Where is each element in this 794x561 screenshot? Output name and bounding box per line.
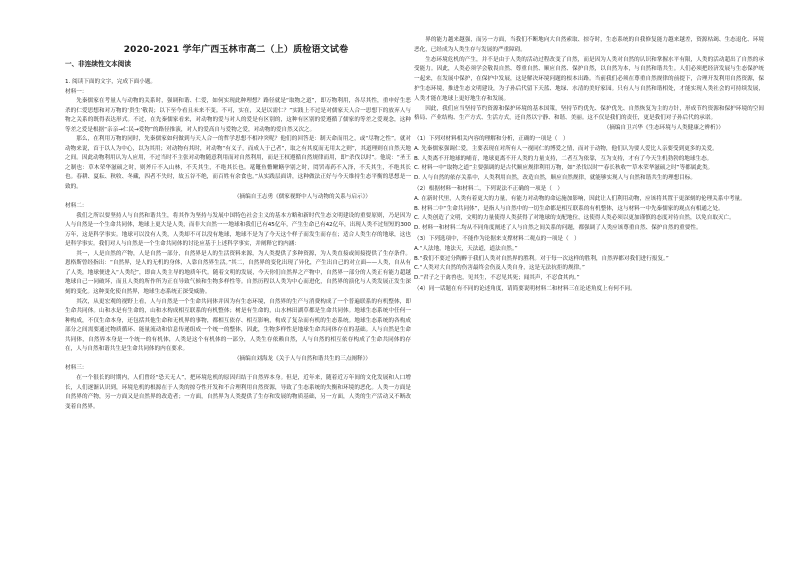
question-option: B. 人类离不开地球的哺育，地球更离不开人类的力量支持，二者互为依靠，互为支持，才有了今天生机勃勃的地球生态。 xyxy=(414,155,713,162)
section-heading: 一、非连续性文本阅读 xyxy=(65,60,131,68)
question-option: D. 人与自然的依存关系中，人类利用自然，改造自然，顺应自然规律，就能够实现人与自然和谐共生的理想目标。 xyxy=(414,175,696,182)
question-option: C. 材料一中“取物之道”主要强调的是古代顺应规律利用万物，如“杀伐以时”“春长秋收”“草木荣华滋硕之时”等都属此类。 xyxy=(414,165,714,172)
reading-instruction: 1. 阅读下面的文字，完成下面小题。 xyxy=(65,79,157,85)
question-option: A. 先秦儒家强调仁爱，主要表现在对所有人一视同仁的博爱之情，而对于动物，他们认为要人爱比人亲要受到更多的关爱。 xyxy=(414,145,718,152)
material1-label: 材料一： xyxy=(65,88,88,95)
material2-paragraph: 其一，人是自然的产物，人是自然一部分，自然界是人的生活资料来源，为人类提供了多种资源，为人类直接或间接提供了生存条件。恩格斯曾经指出：“自然界，是人的无机的身体，人靠自然界生活。”其二，自然界的变化出现了异化，产生出自己的对立面——人类，自从有了人类，地球便进入“人类纪”，即由人类主导的地质年代。随着文明的发展，今天你们自然界之产物中，自然界一部分的人类正有能力超越地球自己一同破坏，而且人类的所作所为正在导致气候和生物多样性等。自然历程以人类为中心而进化，自然界的演化与人类发展正发生深刻的变化。这种变化使自然界，地球生态系统正深受威胁。 xyxy=(65,250,411,296)
question-option: C.“人类对大自然的伤害最终会伤及人类自身，这是无法抗拒的规律。” xyxy=(414,265,585,272)
material3-paragraph: 因此，我们应当坚持节约资源和保护环境的基本国策，坚持节约优先、保护优先、自然恢复为主的方针，形成节约资源和保护环境的空间格局、产业结构、生产方式、生活方式，还自然以宁静、和谐、美丽。这不仅是我们的责任，更是我们对子孙后代的承诺。 xyxy=(414,105,764,122)
exam-title: 2020-2021 学年广西玉林市高二（上）质检语文试卷 xyxy=(123,45,349,55)
material1-source: （摘编自王志勇《儒家视野中人与动物的关系与启示》） xyxy=(233,193,371,200)
material3-paragraph: 界的能力越来越强，而另一方面，当我们不断地向大自然索取、掠夺时，生态系统的自我修复能力越来越差，资源枯竭、生态退化、环境恶化，已经成为人类生存与发展的严重障碍。 xyxy=(414,37,764,53)
question-stem: （1）下列对材料相关内容的理解和分析，正确的一项是（ ） xyxy=(414,135,569,142)
question-stem: （2）根据材料一和材料二，下列说法不正确的一项是（ ） xyxy=(414,185,563,192)
question-option: A.“人法地，地法天，天法道，道法自然。” xyxy=(414,245,518,252)
left-column xyxy=(65,78,411,412)
right-column xyxy=(414,36,764,295)
material2-label: 材料二： xyxy=(65,203,88,210)
question-stem: （3）下列选项中，不能作为论据来支撑材料二观点的一项是（ ） xyxy=(414,235,580,242)
material3-paragraph: 生态环境危机的产生，并不是由于人类的活动过程改变了自然，而是因为人类对自然的认识和掌握水平有限，人类的活动超出了自然的承受能力。因此，人类必须学会敬畏自然、尊重自然、顺应自然、保护自然，以自然为本，与自然和谐共生。人们必须把经济发展与生态保护统一起来，在发展中保护，在保护中发展，这是解决环境问题的根本出路。当前我们必须在尊重自然规律的前提下，合理开发利用自然资源，保护生态环境，推进生态文明建设，为子孙后代留下天蓝、地绿、水清的美好家园。只有人与自然和谐相处，才能实现人类社会的可持续发展，人类才能在地球上更好地生存和发展。 xyxy=(414,56,764,102)
question-option: A. 在新时代里，人类有着更大的力量，有能力对动物的命运施加影响，因此让人们利用动物，应该将其置于更深刻的伦理关系中考量。 xyxy=(414,195,746,202)
material3-label: 材料三： xyxy=(65,365,88,372)
question-option: D. 材料一和材料二均从不同角度阐述了人与自然之间关系的问题，都强调了人类应该尊重自然、保护自然的重要性。 xyxy=(414,225,702,232)
question-option: B. 材料二中“生命共同体”，是指人与自然中的一切生命都是相互联系的有机整体，这与材料一中先秦儒家的观点有相通之处。 xyxy=(414,205,724,212)
question-option: D.“君子之于禽兽也，见其生，不忍见其死；闻其声，不忍食其肉。” xyxy=(414,275,580,282)
question-stem: （4）同一话题在有不同的论述角度，请简要说明材料二和材料三在论述角度上有何不同。 xyxy=(414,285,636,292)
material1-paragraph: 那么，在利用万物的同时，先秦儒家如何做到与天人合一的哲学思想不相冲突呢？他们的回答是：制天命而用之，或“尽物之性”。就对动物来说，首于以人为中心，以为其用；对动物有其时，对动物“有义子，而成人于己者”，取之有其度而无用太之则”，其道理则在自然天地之间。因此动物利用认为人应用，不过当时不主张对动物随意利用而对自然利用，而是王权遵循自然规律而用，即“杀伐以时”。他说：“圣王之制也：草木荣华滋硕之时，则斧斤不入山林，不夭其生，不绝其长也。鼋鼍鱼鳖鳅鳝孕别之时，罔罟毒药不入泽，不夭其生，不绝其长也。春耕、夏耘、秋收、冬藏，四者不失时，故五谷不绝，而百姓有余食也。”从实践层面讲，这种做法正好与今天维持生态平衡的思想是一致的。 xyxy=(65,136,411,191)
material3-source: （摘编自卫兴华《生态环境与人类健康之辨析》） xyxy=(603,125,724,132)
question-option: B.“我们不要过分陶醉于我们人类对自然界的胜利。对于每一次这样的胜利，自然界都对我们进行报复。” xyxy=(414,255,669,262)
material1-paragraph: 先秦儒家在考量人与动物的关系时，强调和谐、仁爱，如何实现此种理想？路径就是“取物之道”，即万物利用，各尽其性，重申好生恶杀的仁爱思想和对万物的‘贵生’敬畏；以下至今看且未来不变。不可，实在，又是以需仁？”实践上不过是对儒家天人合一思想下的放弃人与物之关系的既得表达形式。不过，在先秦儒家看来，对动物的爱与对人的爱是有区别的，这种有区别的爱遵循了儒家的等差之爱观念，这种等差之爱是根据“亲亲→仁民→爱物”的路径推演，对人的爱高自与爱物之爱，对动物的爱自然又次之。 xyxy=(65,98,411,133)
question-option: C. 人类创造了文明，文明的力量使得人类获得了对地球的支配地位，这使得人类必须以更加谨慎的态度对待自然，以免自取灭亡。 xyxy=(414,215,735,222)
material3-paragraph: 在一个很长的时期内，人们曾经“恐天无人”，把环境危机的原因归结于自然界本身。但是，近年来，随着近万年间的文化发展和人口增长，人们逐渐认识到，环境危机的根源在于人类的掠夺性开发和不合理利用自然资源，导致了生态系统的失衡和环境的恶化。人类一方面是自然界的产物，另一方面又是自然界的改造者；一方面，自然界为人类提供了生存和发展的物质基础，另一方面，人类的生产活动又不断改变着自然界。 xyxy=(65,374,411,410)
material2-paragraph: 其次，从更宏观的视野上看，人与自然是一个生命共同体并因为有生态环境，自然界的生产与消费构成了一个普遍联系的有机整体，即生命共同体。山和水是有生命的，山和水构成相互联系的有机整体；树是有生命的，山水林田湖草都是生命共同体。地球生态系统中任何一种构成，不仅生命本身，还包括其他生命和无机界的事物，都相互依存、相互影响，构成了复杂而有机的生态系统。地球生态系统的各构成部分之间需要通过物质循环、能量流动和信息传递组成一个统一的整体，因此，生物多样性是地球生命共同体存在的基础。人与自然是生命共同体，自然界本身是一个统一的有机体，人类是这个有机体的一部分，人类生存依赖自然，人与自然的相互依存构成了生命共同体的存在，人与自然和谐共生是生命共同体的内在要求。 xyxy=(65,298,411,353)
material2-source: （摘编自刘海龙《关于人与自然和谐共生的三点阐释》） xyxy=(233,355,371,362)
material2-paragraph: 我们之所以要坚持人与自然和谐共生，将其作为坚持与发展中国特色社会主义的基本方略和新时代生态文明建设的重要原则，乃是因为人与自然是一个生命共同体，地球上更大是人类，而非大自然一一地球和我们已有45亿年，产生生命已有42亿年，出现人类不过短短的300万年，这是科学事实。地球可以没有人类，人类却不可以没有地球，地球不是为了今天这个样子而发生而存在；适合人类生存的地球，这也是科学事实。我们对人与自然是一个生命共同体的讨论应基于上述科学事实，并阐释它的内涵： xyxy=(65,212,411,248)
